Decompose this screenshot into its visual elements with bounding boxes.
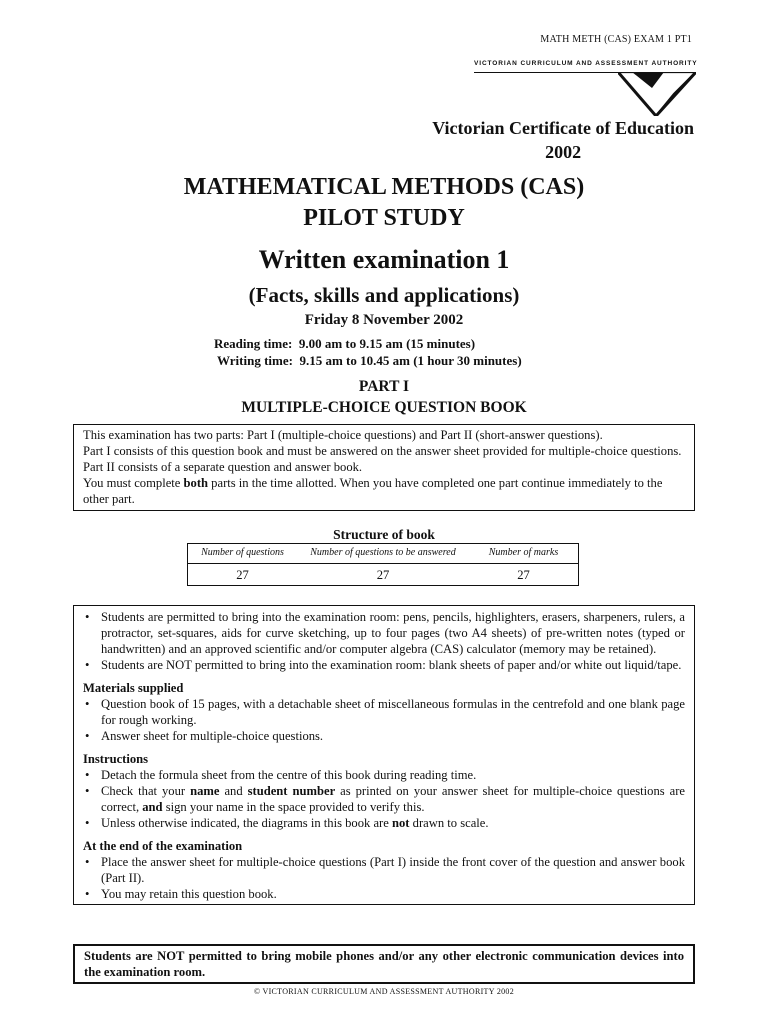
list-item: • Students are NOT permitted to bring into the examination room: blank sheets of paper and/or white out liquid/tape. xyxy=(83,657,685,673)
structure-header: Number of marks xyxy=(469,544,579,564)
instructions-list xyxy=(83,767,685,831)
intro-text: parts in the time allotted. When you have completed one part continue immediately to the other part. xyxy=(83,476,663,506)
part-heading xyxy=(0,376,768,418)
exam-subtitle: (Facts, skills and applications) xyxy=(248,283,520,307)
structure-title: Structure of book xyxy=(333,527,435,542)
structure-header: Number of questions xyxy=(188,544,297,564)
instruction-emphasis: and xyxy=(142,800,163,814)
intro-paragraph xyxy=(83,475,685,507)
list-item: • Place the answer sheet for multiple-choice questions (Part I) inside the front cover of the question and answer book (Part II). xyxy=(83,854,685,886)
instruction-text: Check that your xyxy=(101,784,191,798)
end-list xyxy=(83,854,685,902)
instructions-heading: Instructions xyxy=(83,752,149,766)
exam-times xyxy=(214,335,522,369)
writing-time: Writing time: 9.15 am to 10.45 am (1 hour 30 minutes) xyxy=(214,353,522,368)
certificate-year: 2002 xyxy=(545,142,582,162)
list-item xyxy=(83,783,685,815)
subject-title-line1: MATHEMATICAL METHODS (CAS) xyxy=(183,174,585,200)
materials-heading: Materials supplied xyxy=(83,681,184,695)
structure-header: Number of questions to be answered xyxy=(297,544,469,564)
permissions-list xyxy=(83,609,685,673)
structure-table xyxy=(187,543,579,586)
part-label: PART I xyxy=(358,378,410,395)
list-item xyxy=(83,815,685,831)
structure-value: 27 xyxy=(376,568,390,582)
list-item: • Question book of 15 pages, with a detachable sheet of miscellaneous formulas in the centrefold and one blank page for rough working. xyxy=(83,696,685,728)
certificate-heading xyxy=(432,116,694,164)
list-item: • Detach the formula sheet from the centre of this book during reading time. xyxy=(83,767,685,783)
structure-value: 27 xyxy=(517,568,530,582)
intro-emphasis: both xyxy=(183,476,209,490)
instruction-text: drawn to scale. xyxy=(409,816,489,830)
certificate-name: Victorian Certificate of Education xyxy=(432,118,694,138)
structure-value: 27 xyxy=(236,568,249,582)
reading-time: Reading time: 9.00 am to 9.15 am (15 minutes) xyxy=(214,336,476,351)
subject-title-line2: PILOT STUDY xyxy=(303,205,465,231)
intro-text: You must complete xyxy=(83,476,184,490)
exam-title: Written examination 1 xyxy=(258,245,510,274)
part-name: MULTIPLE-CHOICE QUESTION BOOK xyxy=(241,399,527,416)
intro-paragraph: Part I consists of this question book and must be answered on the answer sheet provided for multiple-choice questions. xyxy=(83,444,682,458)
intro-paragraph: This examination has two parts: Part I (multiple-choice questions) and Part II (short-answer questions). xyxy=(83,428,603,442)
end-heading: At the end of the examination xyxy=(83,839,243,853)
materials-list xyxy=(83,696,685,744)
instruction-text: and xyxy=(219,784,248,798)
copyright-footer: © VICTORIAN CURRICULUM AND ASSESSMENT AUTHORITY 2002 xyxy=(253,987,515,996)
phones-notice: Students are NOT permitted to bring mobile phones and/or any other electronic communication devices into the examination room. xyxy=(73,944,695,984)
instruction-emphasis: student number xyxy=(247,784,336,798)
structure-value-row xyxy=(188,564,579,586)
intro-box xyxy=(73,424,695,511)
list-item: • Students are permitted to bring into the examination room: pens, pencils, highlighters, erasers, sharpeners, rulers, a protractor, set-squares, aids for curve sketching, up to four pages (two A4 sheets) of pre-written notes (typed or handwritten) and an approved scientific and/or computer algebra (CAS) calculator (memory may be retained). xyxy=(83,609,685,657)
intro-paragraph: Part II consists of a separate question and answer book. xyxy=(83,460,363,474)
structure-header-row xyxy=(188,544,579,564)
subject-title xyxy=(0,172,768,234)
list-item: • Answer sheet for multiple-choice questions. xyxy=(83,728,685,744)
list-item: • You may retain this question book. xyxy=(83,886,685,902)
instruction-emphasis: name xyxy=(190,784,220,798)
rules-box xyxy=(73,605,695,905)
vcaa-logo-icon xyxy=(618,72,696,116)
authority-name: VICTORIAN CURRICULUM AND ASSESSMENT AUTHORITY xyxy=(474,60,698,67)
instruction-text: sign your name in the space provided to verify this. xyxy=(162,800,425,814)
instruction-text: as printed on your answer sheet for multiple-choice questions are correct, xyxy=(101,784,685,814)
instruction-text: Unless otherwise indicated, the diagrams in this book are xyxy=(101,816,392,830)
exam-code: MATH METH (CAS) EXAM 1 PT1 xyxy=(540,34,692,45)
instruction-emphasis: not xyxy=(392,816,410,830)
exam-date: Friday 8 November 2002 xyxy=(304,312,464,328)
